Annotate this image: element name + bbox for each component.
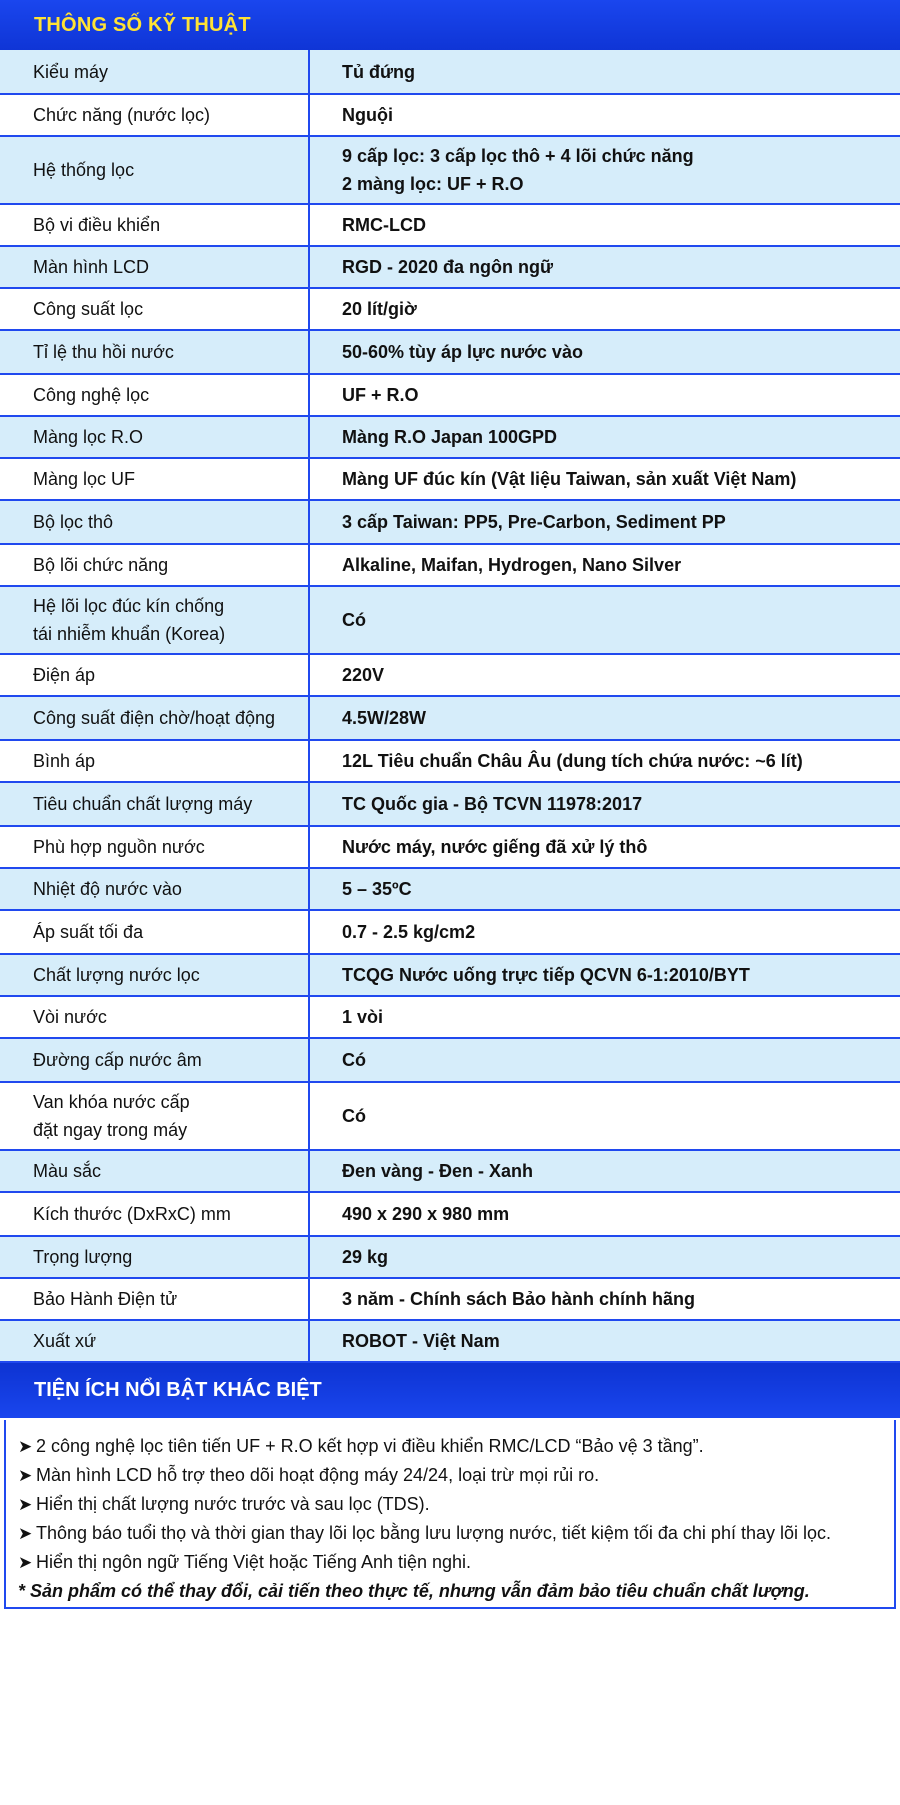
spec-section-title: THÔNG SỐ KỸ THUẬT — [0, 0, 900, 50]
spec-label: Vòi nước — [0, 996, 309, 1038]
spec-label: Điện áp — [0, 654, 309, 696]
spec-value: 220V — [309, 654, 900, 696]
spec-label: Tiêu chuẩn chất lượng máy — [0, 782, 309, 826]
feature-text: Màn hình LCD hỗ trợ theo dõi hoạt động máy 24/24, loại trừ mọi rủi ro. — [36, 1465, 600, 1485]
spec-value: Alkaline, Maifan, Hydrogen, Nano Silver — [309, 544, 900, 586]
features-box — [4, 1420, 896, 1609]
spec-row — [0, 458, 900, 500]
spec-label: Trọng lượng — [0, 1236, 309, 1278]
spec-row — [0, 996, 900, 1038]
spec-row — [0, 288, 900, 330]
spec-label: Công nghệ lọc — [0, 374, 309, 416]
feature-item — [18, 1461, 894, 1490]
spec-value: Nguội — [309, 94, 900, 136]
spec-label: Kiểu máy — [0, 50, 309, 94]
spec-label: Chất lượng nước lọc — [0, 954, 309, 996]
spec-value: 9 cấp lọc: 3 cấp lọc thô + 4 lõi chức năng 2 màng lọc: UF + R.O — [309, 136, 900, 204]
spec-row — [0, 1038, 900, 1082]
spec-value: 50-60% tùy áp lực nước vào — [309, 330, 900, 374]
spec-value: 29 kg — [309, 1236, 900, 1278]
feature-item — [18, 1548, 894, 1577]
spec-table-body — [0, 50, 900, 1362]
spec-value: ROBOT - Việt Nam — [309, 1320, 900, 1362]
spec-label: Bộ vi điều khiển — [0, 204, 309, 246]
feature-text: Thông báo tuổi thọ và thời gian thay lõi lọc bằng lưu lượng nước, tiết kiệm tối đa chi phí thay lõi lọc. — [36, 1523, 831, 1543]
spec-value: Nước máy, nước giếng đã xử lý thô — [309, 826, 900, 868]
spec-label: Phù hợp nguồn nước — [0, 826, 309, 868]
spec-row — [0, 910, 900, 954]
spec-row — [0, 1320, 900, 1362]
spec-value: 3 năm - Chính sách Bảo hành chính hãng — [309, 1278, 900, 1320]
spec-value: UF + R.O — [309, 374, 900, 416]
spec-label: Bảo Hành Điện tử — [0, 1278, 309, 1320]
spec-row — [0, 1192, 900, 1236]
spec-row — [0, 330, 900, 374]
spec-row — [0, 416, 900, 458]
spec-row — [0, 696, 900, 740]
arrow-bullet-icon: ➤ — [18, 1466, 33, 1485]
spec-label: Màng lọc UF — [0, 458, 309, 500]
spec-value: 5 – 35ºC — [309, 868, 900, 910]
arrow-bullet-icon: ➤ — [18, 1553, 33, 1572]
spec-value: RGD - 2020 đa ngôn ngữ — [309, 246, 900, 288]
spec-row — [0, 1236, 900, 1278]
spec-value: Màng UF đúc kín (Vật liệu Taiwan, sản xuất Việt Nam) — [309, 458, 900, 500]
feature-text: Hiển thị ngôn ngữ Tiếng Việt hoặc Tiếng Anh tiện nghi. — [36, 1552, 472, 1572]
spec-row — [0, 654, 900, 696]
spec-label: Màu sắc — [0, 1150, 309, 1192]
spec-label: Hệ lõi lọc đúc kín chống tái nhiễm khuẩn (Korea) — [0, 586, 309, 654]
spec-label: Chức năng (nước lọc) — [0, 94, 309, 136]
feature-item — [18, 1519, 894, 1548]
spec-label: Hệ thống lọc — [0, 136, 309, 204]
spec-value: 20 lít/giờ — [309, 288, 900, 330]
spec-value: 0.7 - 2.5 kg/cm2 — [309, 910, 900, 954]
spec-value: 490 x 290 x 980 mm — [309, 1192, 900, 1236]
spec-row — [0, 1082, 900, 1150]
spec-row — [0, 94, 900, 136]
spec-label: Màn hình LCD — [0, 246, 309, 288]
spec-label: Bộ lọc thô — [0, 500, 309, 544]
spec-label: Áp suất tối đa — [0, 910, 309, 954]
spec-label: Xuất xứ — [0, 1320, 309, 1362]
arrow-bullet-icon: ➤ — [18, 1437, 33, 1456]
spec-value: RMC-LCD — [309, 204, 900, 246]
arrow-bullet-icon: ➤ — [18, 1495, 33, 1514]
spec-label: Tỉ lệ thu hồi nước — [0, 330, 309, 374]
spec-row — [0, 954, 900, 996]
spec-label: Kích thước (DxRxC) mm — [0, 1192, 309, 1236]
spec-value: Có — [309, 586, 900, 654]
spec-value: 12L Tiêu chuẩn Châu Âu (dung tích chứa nước: ~6 lít) — [309, 740, 900, 782]
spec-row — [0, 782, 900, 826]
spec-row — [0, 204, 900, 246]
spec-row — [0, 586, 900, 654]
spec-row — [0, 136, 900, 204]
spec-row — [0, 544, 900, 586]
spec-row — [0, 246, 900, 288]
spec-row — [0, 1150, 900, 1192]
spec-table — [0, 50, 900, 1363]
arrow-bullet-icon: ➤ — [18, 1524, 33, 1543]
spec-row — [0, 740, 900, 782]
spec-label: Công suất điện chờ/hoạt động — [0, 696, 309, 740]
spec-row — [0, 500, 900, 544]
spec-row — [0, 1278, 900, 1320]
spec-value: 4.5W/28W — [309, 696, 900, 740]
disclaimer-note: * Sản phẩm có thể thay đổi, cải tiến theo thực tế, nhưng vẫn đảm bảo tiêu chuẩn chất lượng. — [18, 1581, 810, 1601]
spec-row — [0, 50, 900, 94]
feature-item — [18, 1490, 894, 1519]
features-section-title: TIỆN ÍCH NỔI BẬT KHÁC BIỆT — [0, 1363, 900, 1418]
spec-value: Có — [309, 1038, 900, 1082]
spec-row — [0, 374, 900, 416]
spec-label: Nhiệt độ nước vào — [0, 868, 309, 910]
spec-label: Van khóa nước cấp đặt ngay trong máy — [0, 1082, 309, 1150]
spec-label: Màng lọc R.O — [0, 416, 309, 458]
spec-label: Bộ lõi chức năng — [0, 544, 309, 586]
spec-value: TC Quốc gia - Bộ TCVN 11978:2017 — [309, 782, 900, 826]
spec-label: Công suất lọc — [0, 288, 309, 330]
spec-row — [0, 826, 900, 868]
spec-value: 3 cấp Taiwan: PP5, Pre-Carbon, Sediment PP — [309, 500, 900, 544]
spec-value: Có — [309, 1082, 900, 1150]
feature-text: Hiển thị chất lượng nước trước và sau lọc (TDS). — [36, 1494, 430, 1514]
spec-label: Đường cấp nước âm — [0, 1038, 309, 1082]
spec-value: 1 vòi — [309, 996, 900, 1038]
spec-value: Đen vàng - Đen - Xanh — [309, 1150, 900, 1192]
spec-label: Bình áp — [0, 740, 309, 782]
spec-value: Tủ đứng — [309, 50, 900, 94]
features-list — [18, 1432, 894, 1577]
feature-item — [18, 1432, 894, 1461]
spec-row — [0, 868, 900, 910]
spec-value: Màng R.O Japan 100GPD — [309, 416, 900, 458]
feature-text: 2 công nghệ lọc tiên tiến UF + R.O kết hợp vi điều khiển RMC/LCD “Bảo vệ 3 tầng”. — [36, 1436, 704, 1456]
spec-value: TCQG Nước uống trực tiếp QCVN 6-1:2010/BYT — [309, 954, 900, 996]
